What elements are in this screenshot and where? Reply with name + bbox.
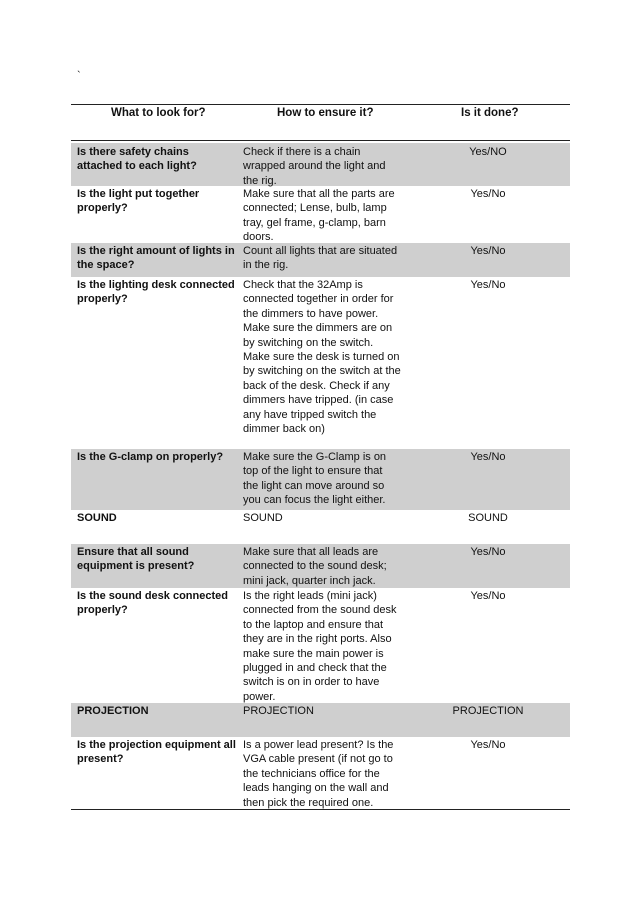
header-how-to-ensure: How to ensure it? [277, 107, 374, 119]
check-item: Ensure that all sound equipment is present? [77, 546, 195, 573]
how-to-ensure: Make sure that all leads are connected to the sound desk; mini jack, quarter inch jack. [243, 546, 387, 587]
done-status: Yes/No [470, 279, 506, 291]
how-to-ensure: Count all lights that are situated in the rig. [243, 245, 398, 272]
how-to-ensure: Check that the 32Amp is connected together in order for the dimmers to have power. Make sure the dimmers are on by switching on the switch. Make sure the desk is turned on by switching on the switch at the back of the desk. Check if any dimmers have tripped. (in case any have tripped switch the dimmer back on) [243, 279, 401, 436]
section-label-sound: SOUND [77, 512, 117, 524]
check-item: Is the lighting desk connected properly? [77, 279, 235, 306]
header-is-it-done: Is it done? [461, 107, 519, 119]
table-row [71, 449, 570, 510]
table-row [71, 737, 570, 810]
check-item: Is the right amount of lights in the space? [77, 245, 235, 272]
table-row [71, 243, 570, 277]
done-status: PROJECTION [452, 705, 524, 717]
table-row [71, 544, 570, 588]
how-to-ensure: Make sure the G-Clamp is on top of the light to ensure that the light can move around so you can focus the light either. [243, 451, 387, 507]
how-to-ensure: Is the right leads (mini jack) connected from the sound desk to the laptop and ensure that they are in the right ports. Also make sure the main power is plugged in and check that the switch is on in order to have power. [243, 590, 397, 703]
table-row [71, 143, 570, 186]
checklist-table [71, 104, 570, 810]
how-to-ensure: PROJECTION [243, 705, 314, 717]
done-status: Yes/No [470, 188, 506, 200]
table-row [71, 510, 570, 544]
table-row [71, 186, 570, 243]
check-item: Is the sound desk connected properly? [77, 590, 228, 617]
check-item: Is the G-clamp on properly? [77, 451, 224, 463]
done-status: Yes/No [470, 590, 506, 602]
done-status: SOUND [468, 512, 508, 524]
check-item: Is there safety chains attached to each light? [77, 146, 197, 173]
done-status: Yes/No [470, 546, 506, 558]
stray-tick-mark: ` [77, 70, 81, 82]
header-what-to-look-for: What to look for? [111, 107, 206, 119]
table-row [71, 703, 570, 737]
table-header [71, 105, 570, 141]
done-status: Yes/No [470, 739, 506, 751]
done-status: Yes/NO [469, 146, 507, 158]
check-item: Is the projection equipment all present? [77, 739, 236, 766]
how-to-ensure: Is a power lead present? Is the VGA cable present (if not go to the technicians office for the leads hanging on the wall and then pick the required one. [243, 739, 394, 809]
how-to-ensure: Make sure that all the parts are connected; Lense, bulb, lamp tray, gel frame, g-clamp, barn doors. [243, 188, 395, 244]
table-row [71, 277, 570, 449]
done-status: Yes/No [470, 245, 506, 257]
done-status: Yes/No [470, 451, 506, 463]
how-to-ensure: SOUND [243, 512, 283, 524]
check-item: Is the light put together properly? [77, 188, 200, 215]
how-to-ensure: Check if there is a chain wrapped around the light and the rig. [243, 146, 386, 187]
table-row [71, 588, 570, 703]
section-label-projection: PROJECTION [77, 705, 149, 717]
